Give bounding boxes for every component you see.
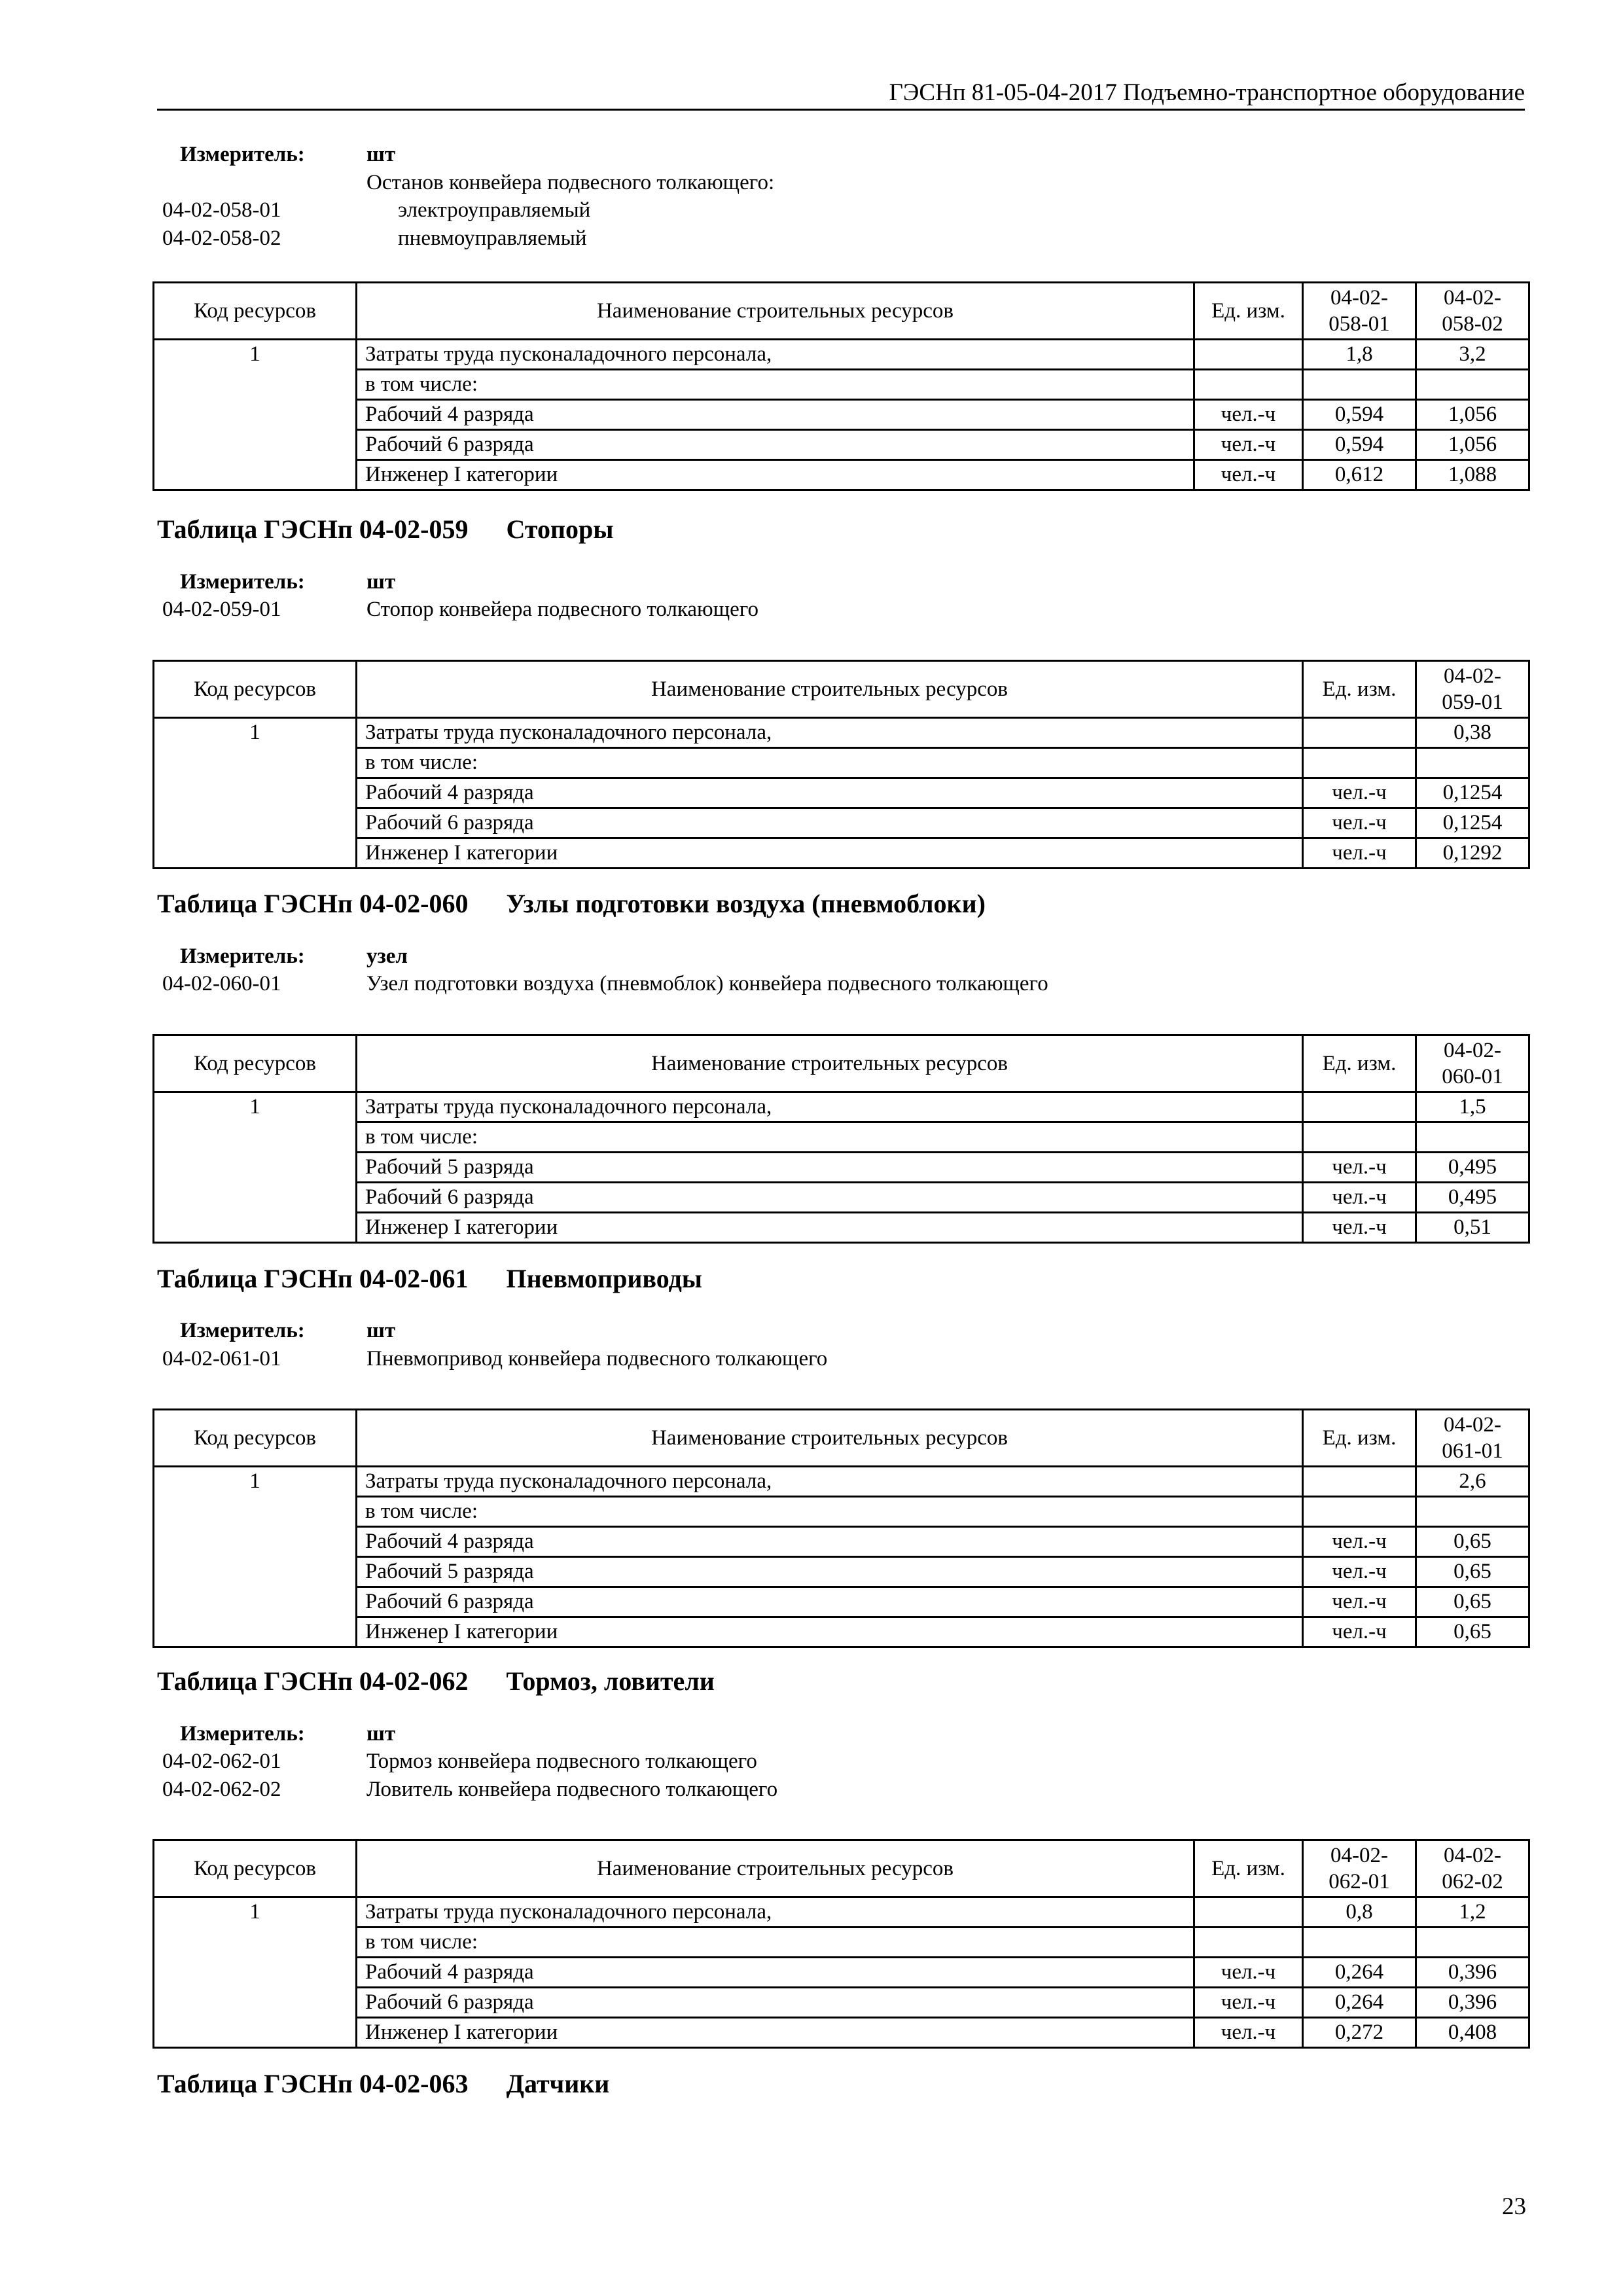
item-code: 04-02-058-01 (162, 198, 281, 222)
resource-name: в том числе: (357, 1122, 1303, 1153)
resource-value: 0,264 (1303, 1958, 1416, 1988)
resource-unit (1303, 1092, 1416, 1122)
resource-unit: чел.-ч (1303, 1617, 1416, 1647)
resource-unit: чел.-ч (1194, 1958, 1303, 1988)
item-code: 04-02-061-01 (162, 1347, 281, 1371)
resource-value: 0,1292 (1416, 838, 1529, 869)
resource-unit (1194, 1928, 1303, 1958)
col-header-norm: 04-02- 059-01 (1416, 661, 1529, 718)
resource-value (1303, 370, 1416, 400)
resource-value: 0,396 (1416, 1958, 1529, 1988)
col-header-code: Код ресурсов (154, 283, 357, 340)
table-row (154, 340, 1529, 370)
col-header-code: Код ресурсов (154, 1035, 357, 1092)
meter-value: шт (366, 570, 396, 594)
item-name: Ловитель конвейера подвесного толкающего (366, 1778, 778, 1801)
table-title (157, 888, 986, 919)
table-row (154, 1497, 1529, 1527)
resource-value (1416, 1928, 1529, 1958)
resource-name: Рабочий 4 разряда (357, 400, 1194, 430)
resource-name: Рабочий 6 разряда (357, 430, 1194, 460)
col-header-unit: Ед. изм. (1194, 1840, 1303, 1897)
resource-table-058 (152, 281, 1530, 491)
table-row (154, 1988, 1529, 2018)
resource-value: 0,65 (1416, 1527, 1529, 1557)
resource-unit: чел.-ч (1303, 778, 1416, 808)
resource-unit: чел.-ч (1194, 2018, 1303, 2048)
resource-value: 0,65 (1416, 1617, 1529, 1647)
resource-value: 0,264 (1303, 1988, 1416, 2018)
resource-value: 2,6 (1416, 1467, 1529, 1497)
resource-value: 0,38 (1416, 718, 1529, 748)
table-row (154, 1897, 1529, 1928)
col-header-code: Код ресурсов (154, 661, 357, 718)
col-header-name: Наименование строительных ресурсов (357, 1035, 1303, 1092)
col-header-norm: 04-02- 062-02 (1416, 1840, 1529, 1897)
resource-value (1416, 370, 1529, 400)
meter-value: шт (366, 1722, 396, 1746)
meter-value: шт (366, 143, 396, 166)
resource-value: 0,8 (1303, 1897, 1416, 1928)
col-header-norm: 04-02- 058-01 (1303, 283, 1416, 340)
table-row (154, 370, 1529, 400)
resource-unit: чел.-ч (1194, 1988, 1303, 2018)
col-header-norm: 04-02- 062-01 (1303, 1840, 1416, 1897)
meter-label: Измеритель: (180, 944, 305, 968)
table-title-name: Узлы подготовки воздуха (пневмоблоки) (506, 889, 986, 918)
table-row (154, 1958, 1529, 1988)
resource-unit (1194, 340, 1303, 370)
item-code: 04-02-062-02 (162, 1778, 281, 1801)
resource-table-062 (152, 1839, 1530, 2049)
table-row (154, 748, 1529, 778)
col-header-unit: Ед. изм. (1303, 661, 1416, 718)
table-row (154, 1213, 1529, 1243)
resource-unit: чел.-ч (1303, 1587, 1416, 1617)
resource-code: 1 (154, 340, 357, 490)
resource-value (1416, 748, 1529, 778)
resource-value: 0,594 (1303, 400, 1416, 430)
resource-name: Рабочий 4 разряда (357, 778, 1303, 808)
col-header-unit: Ед. изм. (1303, 1410, 1416, 1467)
resource-value: 0,1254 (1416, 778, 1529, 808)
resource-unit (1194, 1897, 1303, 1928)
table-row (154, 1557, 1529, 1587)
table-row (154, 430, 1529, 460)
table-row (154, 460, 1529, 490)
resource-unit: чел.-ч (1194, 430, 1303, 460)
item-code: 04-02-062-01 (162, 1749, 281, 1773)
resource-name: Рабочий 6 разряда (357, 1183, 1303, 1213)
resource-unit (1303, 718, 1416, 748)
table-row (154, 2018, 1529, 2048)
resource-unit: чел.-ч (1303, 1213, 1416, 1243)
table-title-code: Таблица ГЭСНп 04-02-061 (157, 1264, 469, 1293)
table-title (157, 1666, 715, 1696)
table-row (154, 1617, 1529, 1647)
meter-label: Измеритель: (180, 143, 305, 166)
col-header-code: Код ресурсов (154, 1410, 357, 1467)
resource-code: 1 (154, 1092, 357, 1243)
resource-name: Рабочий 5 разряда (357, 1153, 1303, 1183)
item-name: пневмоуправляемый (398, 226, 587, 250)
item-name: Узел подготовки воздуха (пневмоблок) конвейера подвесного толкающего (366, 972, 1048, 996)
table-title (157, 1263, 702, 1294)
resource-name: Затраты труда пусконаладочного персонала, (357, 1467, 1303, 1497)
table-title-name: Датчики (506, 2069, 610, 2098)
resource-name: Инженер I категории (357, 1617, 1303, 1647)
resource-unit (1303, 1497, 1416, 1527)
resource-name: Инженер I категории (357, 1213, 1303, 1243)
resource-value: 1,5 (1416, 1092, 1529, 1122)
col-header-name: Наименование строительных ресурсов (357, 661, 1303, 718)
table-title-code: Таблица ГЭСНп 04-02-060 (157, 889, 469, 918)
table-row (154, 1183, 1529, 1213)
resource-unit: чел.-ч (1303, 1557, 1416, 1587)
meter-value: шт (366, 1319, 396, 1342)
resource-value (1416, 1122, 1529, 1153)
table-row (154, 1467, 1529, 1497)
resource-value (1303, 1928, 1416, 1958)
running-header: ГЭСНп 81-05-04-2017 Подъемно-транспортное оборудование (157, 76, 1525, 111)
resource-name: Инженер I категории (357, 460, 1194, 490)
resource-name: Рабочий 4 разряда (357, 1527, 1303, 1557)
resource-table-061 (152, 1408, 1530, 1648)
item-name: Стопор конвейера подвесного толкающего (366, 598, 758, 621)
resource-value: 1,088 (1416, 460, 1529, 490)
table-title-code: Таблица ГЭСНп 04-02-063 (157, 2069, 469, 2098)
table-title-name: Стопоры (506, 514, 614, 544)
table-row (154, 1092, 1529, 1122)
resource-unit: чел.-ч (1303, 1183, 1416, 1213)
resource-name: в том числе: (357, 1497, 1303, 1527)
resource-value: 3,2 (1416, 340, 1529, 370)
resource-unit: чел.-ч (1303, 838, 1416, 869)
item-name: Тормоз конвейера подвесного толкающего (366, 1749, 757, 1773)
resource-name: Рабочий 5 разряда (357, 1557, 1303, 1587)
meter-label: Измеритель: (180, 1722, 305, 1746)
resource-unit (1303, 1467, 1416, 1497)
resource-value: 0,495 (1416, 1183, 1529, 1213)
resource-name: Рабочий 4 разряда (357, 1958, 1194, 1988)
table-row (154, 718, 1529, 748)
table-row (154, 838, 1529, 869)
resource-value (1416, 1497, 1529, 1527)
resource-value: 0,272 (1303, 2018, 1416, 2048)
table-title-name: Тормоз, ловители (506, 1666, 715, 1696)
resource-value: 0,594 (1303, 430, 1416, 460)
table-row (154, 400, 1529, 430)
col-header-unit: Ед. изм. (1194, 283, 1303, 340)
resource-table-060 (152, 1034, 1530, 1244)
resource-unit: чел.-ч (1303, 1153, 1416, 1183)
meter-value: узел (366, 944, 408, 968)
table-row (154, 1928, 1529, 1958)
col-header-code: Код ресурсов (154, 1840, 357, 1897)
resource-value: 0,51 (1416, 1213, 1529, 1243)
resource-name: Рабочий 6 разряда (357, 1587, 1303, 1617)
table-row (154, 1527, 1529, 1557)
table-title-code: Таблица ГЭСНп 04-02-059 (157, 514, 469, 544)
resource-value: 1,2 (1416, 1897, 1529, 1928)
resource-name: Рабочий 6 разряда (357, 808, 1303, 838)
table-row (154, 778, 1529, 808)
meter-label: Измеритель: (180, 570, 305, 594)
table-row (154, 1587, 1529, 1617)
resource-unit (1303, 748, 1416, 778)
resource-value: 1,8 (1303, 340, 1416, 370)
resource-name: в том числе: (357, 370, 1194, 400)
resource-name: Инженер I категории (357, 838, 1303, 869)
resource-value: 0,408 (1416, 2018, 1529, 2048)
item-name: Пневмопривод конвейера подвесного толкающего (366, 1347, 828, 1371)
item-code: 04-02-059-01 (162, 598, 281, 621)
resource-unit: чел.-ч (1303, 1527, 1416, 1557)
resource-name: Затраты труда пусконаладочного персонала, (357, 1897, 1194, 1928)
resource-code: 1 (154, 1897, 357, 2048)
resource-name: Инженер I категории (357, 2018, 1194, 2048)
resource-name: Рабочий 6 разряда (357, 1988, 1194, 2018)
resource-name: в том числе: (357, 1928, 1194, 1958)
resource-value: 1,056 (1416, 430, 1529, 460)
resource-value: 0,612 (1303, 460, 1416, 490)
table-title-name: Пневмоприводы (506, 1264, 703, 1293)
meter-label: Измеритель: (180, 1319, 305, 1342)
resource-unit: чел.-ч (1194, 460, 1303, 490)
resource-code: 1 (154, 1467, 357, 1647)
resource-name: в том числе: (357, 748, 1303, 778)
page-number: 23 (1502, 2193, 1526, 2220)
table-title (157, 514, 614, 545)
table-row (154, 808, 1529, 838)
item-code: 04-02-058-02 (162, 226, 281, 250)
group-name: Останов конвейера подвесного толкающего: (366, 171, 775, 194)
col-header-norm: 04-02- 060-01 (1416, 1035, 1529, 1092)
resource-unit: чел.-ч (1303, 808, 1416, 838)
table-title (157, 2068, 609, 2099)
col-header-unit: Ед. изм. (1303, 1035, 1416, 1092)
table-row (154, 1153, 1529, 1183)
resource-unit (1194, 370, 1303, 400)
col-header-norm: 04-02- 061-01 (1416, 1410, 1529, 1467)
col-header-name: Наименование строительных ресурсов (357, 283, 1194, 340)
table-row (154, 1122, 1529, 1153)
resource-value: 0,65 (1416, 1587, 1529, 1617)
resource-value: 0,396 (1416, 1988, 1529, 2018)
resource-value: 0,65 (1416, 1557, 1529, 1587)
resource-unit (1303, 1122, 1416, 1153)
resource-name: Затраты труда пусконаладочного персонала, (357, 718, 1303, 748)
col-header-norm: 04-02- 058-02 (1416, 283, 1529, 340)
resource-name: Затраты труда пусконаладочного персонала, (357, 1092, 1303, 1122)
item-name: электроуправляемый (398, 198, 591, 222)
table-title-code: Таблица ГЭСНп 04-02-062 (157, 1666, 469, 1696)
resource-name: Затраты труда пусконаладочного персонала, (357, 340, 1194, 370)
resource-table-059 (152, 660, 1530, 869)
col-header-name: Наименование строительных ресурсов (357, 1410, 1303, 1467)
item-code: 04-02-060-01 (162, 972, 281, 996)
col-header-name: Наименование строительных ресурсов (357, 1840, 1194, 1897)
resource-value: 1,056 (1416, 400, 1529, 430)
resource-value: 0,1254 (1416, 808, 1529, 838)
resource-value: 0,495 (1416, 1153, 1529, 1183)
resource-unit: чел.-ч (1194, 400, 1303, 430)
resource-code: 1 (154, 718, 357, 869)
